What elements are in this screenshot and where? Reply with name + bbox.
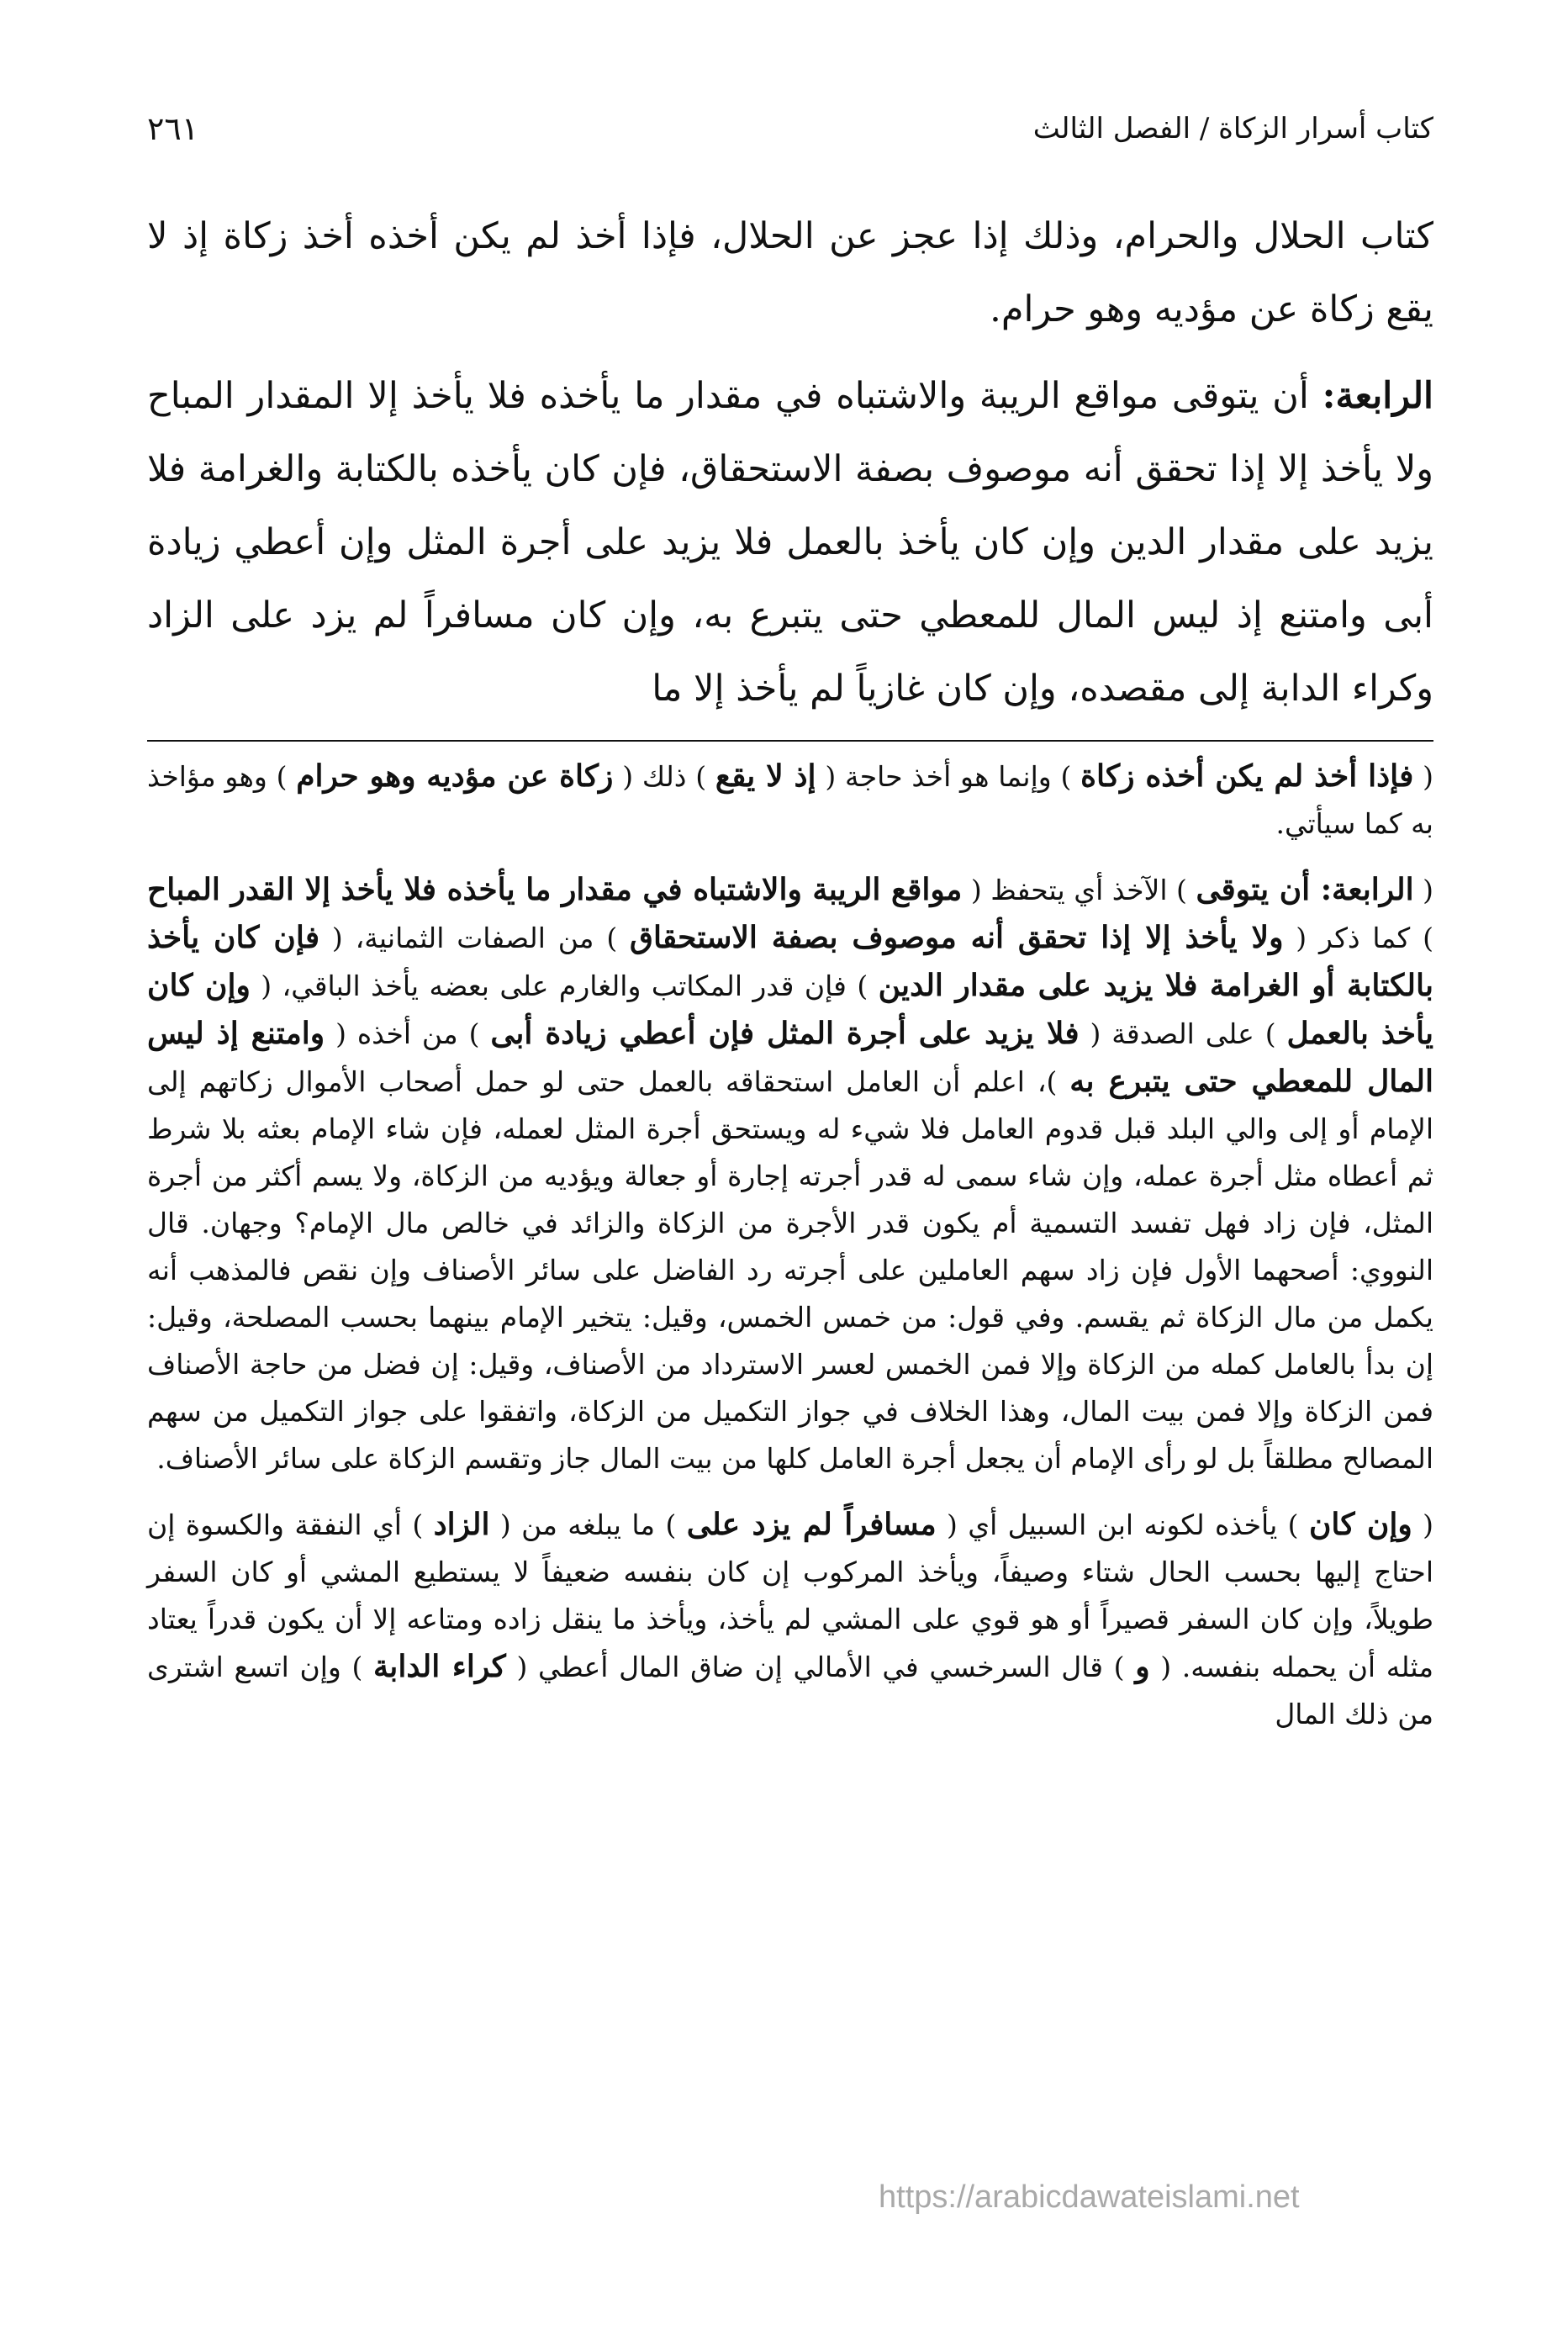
matn-quote: مواقع الريبة والاشتباه في مقدار ما يأخذه فلا يأخذ إلا القدر المباح [147,872,963,907]
matn-quote: فإن كان يأخذ بالكتابة أو الغرامة فلا يزيد على مقدار الدين [147,920,1434,1003]
main-paragraph-2-body: أن يتوقى مواقع الريبة والاشتباه في مقدار ما يأخذه فلا يأخذ إلا المقدار المباح ولا يأخذ إلا إذا تحقق أنه موصوف بصفة الاستحقاق، فإن كان يأخذه بالكتابة والغرامة فلا يزيد على مقدار الدين وإن كان يأخذ بالعمل فلا يزيد على أجرة المثل وإن أعطي زيادة أبى وامتنع إذ ليس المال للمعطي حتى يتبرع به، وإن كان مسافراً لم يزد على الزاد وكراء الدابة إلى مقصده، وإن كان غازياً لم يأخذ إلا ما [147,375,1433,710]
page-header [147,99,1433,158]
commentary-text: ) ذلك ( [613,760,715,793]
commentary-text: ) قال السرخسي في الأمالي إن ضاق المال أعطي ( [505,1651,1136,1683]
commentary-paragraph-2 [147,866,1433,1482]
watermark-url: https://arabicdawateislami.net [879,2179,1300,2215]
main-paragraph-2-lead: الرابعة: [1322,375,1433,417]
commentary-text: ( [1413,874,1433,906]
commentary-text: ) يأخذه لكونه ابن السبيل أي ( [936,1508,1309,1541]
matn-quote: وإن كان [1308,1507,1412,1542]
commentary-text: ( [1412,1508,1433,1541]
page-number: ٢٦١ [147,110,199,147]
matn-quote: كراء الدابة [373,1649,506,1684]
matn-quote: زكاة عن مؤديه وهو حرام [296,758,614,794]
commentary-text: ) وإن اتسع اشترى من ذلك المال [147,1651,1433,1730]
matn-quote: و [1135,1649,1150,1684]
commentary-text: ) أي النفقة والكسوة إن احتاج إليها بحسب الحال شتاء وصيفاً، ويأخذ المركوب إن كان بنفسه ضعيفاً لا يستطيع المشي أو كان السفر طويلاً، وإن كان السفر قصيراً أو هو قوي على المشي لم يأخذ، ويأخذ ما ينقل زاده ومتاعه إلا أن يكون قدراً يعتاد مثله أن يحمله بنفسه. ( [147,1508,1434,1683]
main-text [147,200,1433,726]
matn-quote: الرابعة: أن يتوقى [1196,872,1414,907]
commentary [147,753,1433,1757]
running-title: كتاب أسرار الزكاة / الفصل الثالث [1032,112,1433,145]
matn-quote: الزاد [433,1507,490,1542]
commentary-text: ) من الصفات الثمانية، ( [319,922,631,954]
commentary-text: ) وإنما هو أخذ حاجة ( [816,760,1081,793]
matn-quote: وامتنع إذ ليس المال للمعطي حتى يتبرع به [147,1016,1433,1099]
commentary-text: ) فإن قدر المكاتب والغارم على بعضه يأخذ الباقي، ( [250,969,879,1002]
matn-quote: مسافراً لم يزد على [686,1507,937,1542]
commentary-paragraph-1 [147,753,1433,848]
separator-line [147,740,1433,742]
commentary-text: ) وهو مؤاخذ به كما سيأتي. [147,760,1433,840]
commentary-text: ) على الصدقة ( [1079,1017,1287,1050]
commentary-text: ) ما يبلغه من ( [489,1508,687,1541]
matn-quote: ولا يأخذ إلا إذا تحقق أنه موصوف بصفة الاستحقاق [630,920,1284,955]
commentary-text: ) من أخذه ( [325,1017,491,1050]
commentary-text: )، اعلم أن العامل استحقاقه بالعمل حتى لو حمل أصحاب الأموال زكاتهم إلى الإمام أو إلى والي البلد قبل قدوم العامل فلا شيء له ويستحق أجرة المثل لعمله، فإن شاء الإمام بعثه بلا شرط ثم أعطاه مثل أجرة عمله، وإن شاء سمى له قدر أجرته إجارة أو جعالة ويؤديه من الزكاة، ولا يسم أكثر من أجرة المثل، فإن زاد فهل تفسد التسمية أم يكون قدر الأجرة من الزكاة والزائد في خالص مال الإمام؟ وجهان. قال النووي: أصحهما الأول فإن زاد سهم العاملين على أجرته رد الفاضل على سائر الأصناف وإن نقص فالمذهب أنه يكمل من مال الزكاة ثم يقسم. وفي قول: من خمس الخمس، وقيل: يتخير الإمام بينهما بحسب المصلحة، وقيل: إن بدأ بالعامل كمله من الزكاة وإلا فمن الخمس لعسر الاسترداد من الأصناف، وقيل: إن فضل من حاجة الأصناف فمن الزكاة وإلا فمن بيت المال، وهذا الخلاف في جواز التكميل من الزكاة، واتفقوا على جواز التكميل من سهم المصالح مطلقاً بل لو رأى الإمام أن يجعل أجرة العامل كلها من بيت المال جاز وتقسم الزكاة على سائر الأصناف. [147,1065,1433,1475]
matn-quote: وإن كان يأخذ بالعمل [147,968,1433,1051]
main-paragraph-2 [147,360,1433,726]
commentary-text: ) كما ذكر ( [1283,922,1433,954]
commentary-text: ( [1413,760,1433,793]
commentary-paragraph-3 [147,1501,1433,1738]
commentary-text: ) الآخذ أي يتحفظ ( [962,874,1196,906]
matn-quote: إذ لا يقع [715,758,816,794]
matn-quote: فلا يزيد على أجرة المثل فإن أعطي زيادة أبى [490,1016,1080,1051]
matn-quote: فإذا أخذ لم يكن أخذه زكاة [1080,758,1414,794]
main-paragraph-1: كتاب الحلال والحرام، وذلك إذا عجز عن الحلال، فإذا أخذ لم يكن أخذه أخذ زكاة إذ لا يقع زكاة عن مؤديه وهو حرام. [147,215,1433,330]
